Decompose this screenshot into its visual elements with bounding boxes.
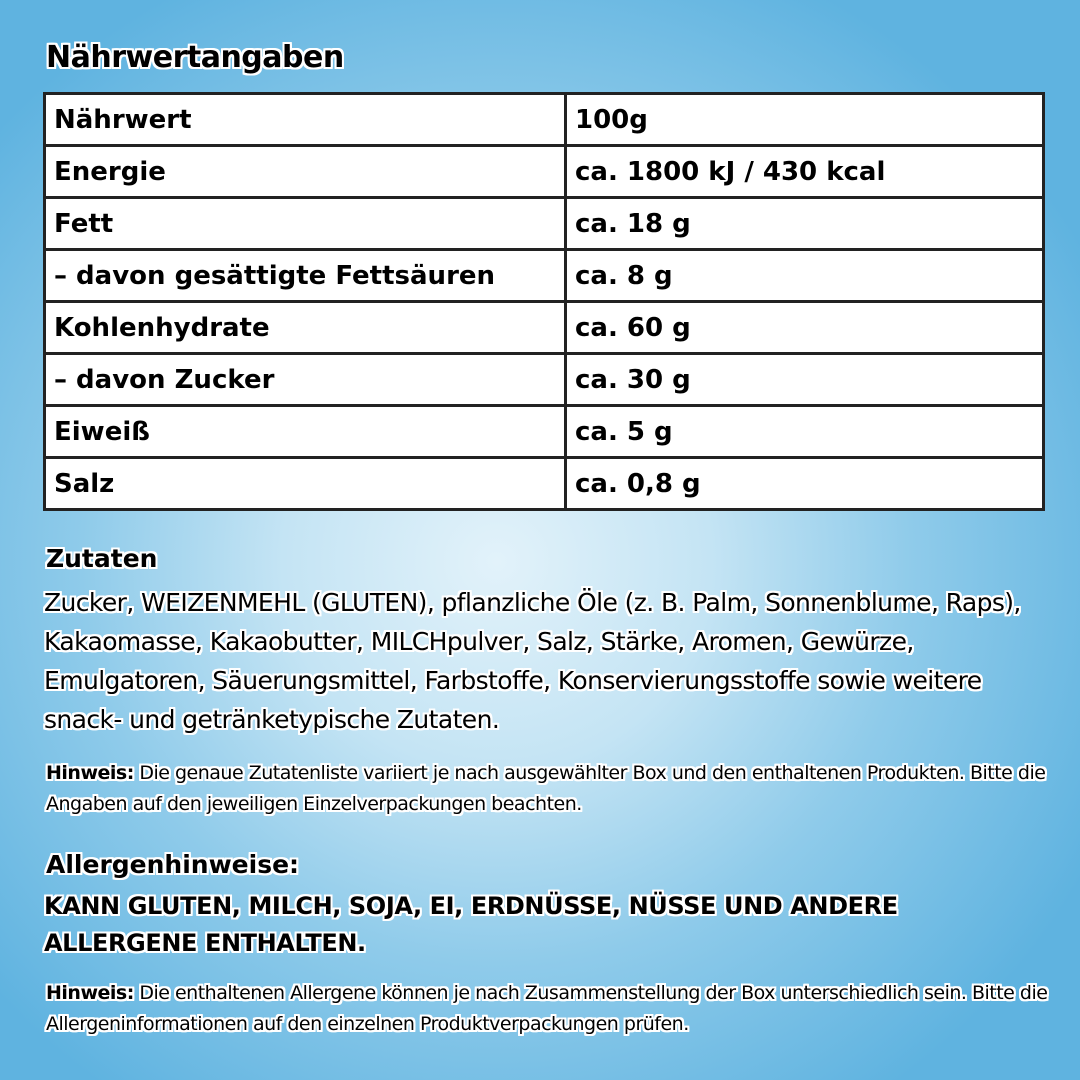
nutrient-label: Fett [45,198,566,250]
nutrient-value: ca. 0,8 g [566,458,1044,510]
allergens-note [46,978,1056,1040]
nutrient-label: Energie [45,146,566,198]
nutrient-value: ca. 8 g [566,250,1044,302]
nutrition-table [43,92,1045,511]
table-row [45,406,1044,458]
table-row [45,354,1044,406]
nutrient-value: ca. 60 g [566,302,1044,354]
ingredients-text: Zucker, WEIZENMEHL (GLUTEN), pflanzliche Öle (z. B. Palm, Sonnenblume, Raps), Kakaomasse, Kakaobutter, MILCHpulver, Salz, Stärke, Aromen, Gewürze, Emulgatoren, Säuerungsmittel, Farbstoffe, Konservierungsstoffe sowie weitere snack- und getränketypische Zutaten. [44,588,1021,734]
nutrient-value: 100g [566,94,1044,146]
ingredients-note [46,758,1046,820]
table-row [45,250,1044,302]
page-title: Nährwertangaben [46,40,344,75]
table-row [45,94,1044,146]
nutrient-label: Nährwert [45,94,566,146]
table-row [45,198,1044,250]
allergens-heading: Allergenhinweise: [46,850,300,879]
nutrient-label: – davon Zucker [45,354,566,406]
table-row [45,458,1044,510]
nutrient-label: Eiweiß [45,406,566,458]
table-row [45,146,1044,198]
allergens-text: KANN GLUTEN, MILCH, SOJA, EI, ERDNÜSSE, NÜSSE UND ANDERE ALLERGENE ENTHALTEN. [44,892,898,957]
nutrient-value: ca. 18 g [566,198,1044,250]
nutrient-value: ca. 30 g [566,354,1044,406]
note-text: Die enthaltenen Allergene können je nach Zusammenstellung der Box unterschiedlich sein. Bitte die Allergeninformationen auf den einzelnen Produktverpackungen prüfen. [46,982,1048,1035]
note-label: Hinweis: [46,762,134,784]
nutrient-value: ca. 1800 kJ / 430 kcal [566,146,1044,198]
nutrient-label: Salz [45,458,566,510]
nutrient-label: Kohlenhydrate [45,302,566,354]
note-text: Die genaue Zutatenliste variiert je nach ausgewählter Box und den enthaltenen Produkten. Bitte die Angaben auf den jeweiligen Einzelverpackungen beachten. [46,762,1046,815]
note-label: Hinweis: [46,982,134,1004]
nutrient-value: ca. 5 g [566,406,1044,458]
nutrient-label: – davon gesättigte Fettsäuren [45,250,566,302]
table-row [45,302,1044,354]
ingredients-heading: Zutaten [46,544,158,573]
